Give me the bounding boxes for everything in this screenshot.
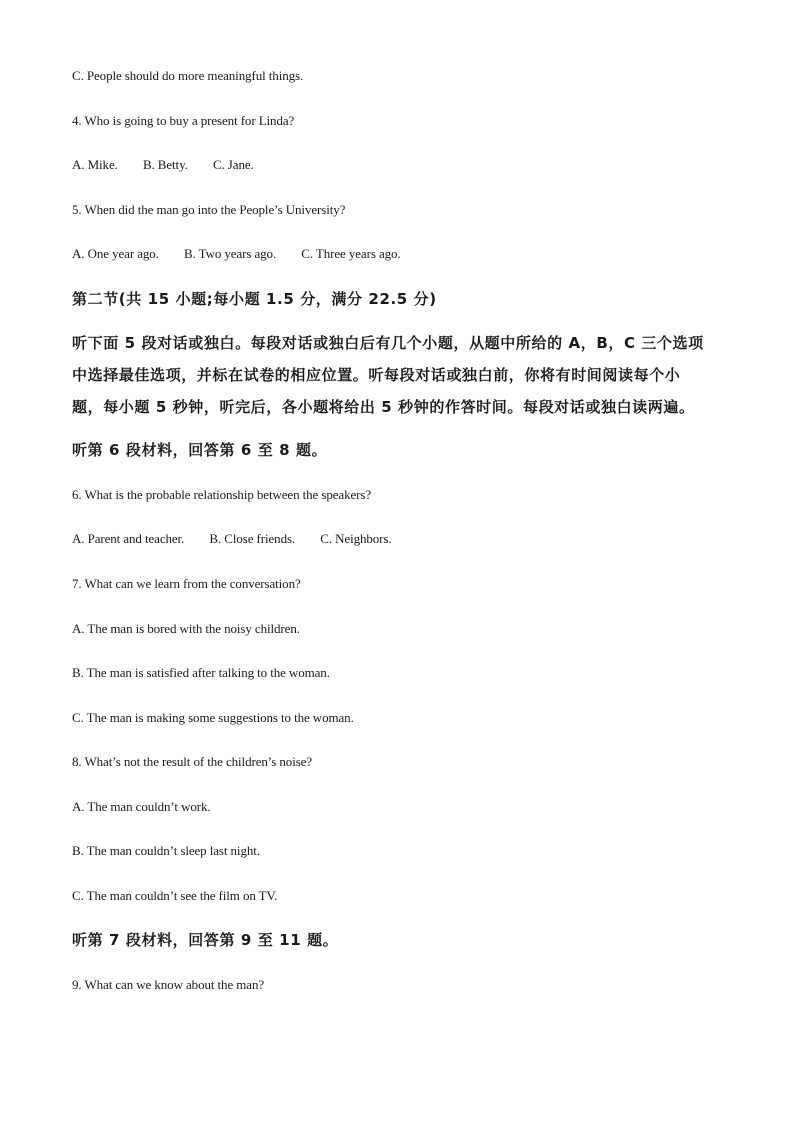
- q8-option-c: C. The man couldn’t see the film on TV.: [72, 888, 278, 903]
- question-9: 9. What can we know about the man?: [72, 977, 265, 992]
- question-4-options: [72, 157, 254, 173]
- q8-option-a: A. The man couldn’t work.: [72, 799, 211, 814]
- question-4: 4. Who is going to buy a present for Linda?: [72, 113, 295, 128]
- q6-option-c: C. Neighbors.: [320, 531, 392, 546]
- material-7-heading: 听第 7 段材料，回答第 9 至 11 题。: [72, 931, 339, 949]
- question-5: 5. When did the man go into the People’s University?: [72, 202, 346, 217]
- q6-option-a: A. Parent and teacher.: [72, 531, 185, 546]
- question-6-options: [72, 531, 392, 547]
- instructions-line-3: 题，每小题 5 秒钟，听完后，各小题将给出 5 秒钟的作答时间。每段对话或独白读两遍。: [72, 398, 695, 416]
- section-2-heading: 第二节(共 15 小题;每小题 1.5 分，满分 22.5 分): [72, 290, 437, 308]
- q4-option-b: B. Betty.: [142, 157, 188, 172]
- question-8: 8. What’s not the result of the children’s noise?: [72, 754, 312, 769]
- q4-option-a: A. Mike.: [72, 157, 118, 172]
- q7-option-a: A. The man is bored with the noisy children.: [72, 621, 300, 636]
- q7-option-c: C. The man is making some suggestions to the woman.: [72, 710, 354, 725]
- q5-option-a: A. One year ago.: [72, 246, 159, 261]
- instructions-line-2: 中选择最佳选项，并标在试卷的相应位置。听每段对话或独白前，你将有时间阅读每个小: [72, 366, 681, 384]
- question-6: 6. What is the probable relationship between the speakers?: [72, 487, 371, 502]
- question-7: 7. What can we learn from the conversation?: [72, 576, 301, 591]
- q7-option-b: B. The man is satisfied after talking to the woman.: [72, 665, 330, 680]
- question-5-options: [72, 246, 401, 262]
- q6-option-b: B. Close friends.: [209, 531, 296, 546]
- q4-option-c: C. Jane.: [212, 157, 254, 172]
- q5-option-b: B. Two years ago.: [184, 246, 277, 261]
- q5-option-c: C. Three years ago.: [301, 246, 401, 261]
- q3-option-c: C. People should do more meaningful things.: [72, 68, 304, 83]
- q8-option-b: B. The man couldn’t sleep last night.: [72, 843, 260, 858]
- instructions-line-1: 听下面 5 段对话或独白。每段对话或独白后有几个小题，从题中所给的 A，B，C 三个选项: [72, 334, 704, 352]
- material-6-heading: 听第 6 段材料，回答第 6 至 8 题。: [72, 441, 328, 459]
